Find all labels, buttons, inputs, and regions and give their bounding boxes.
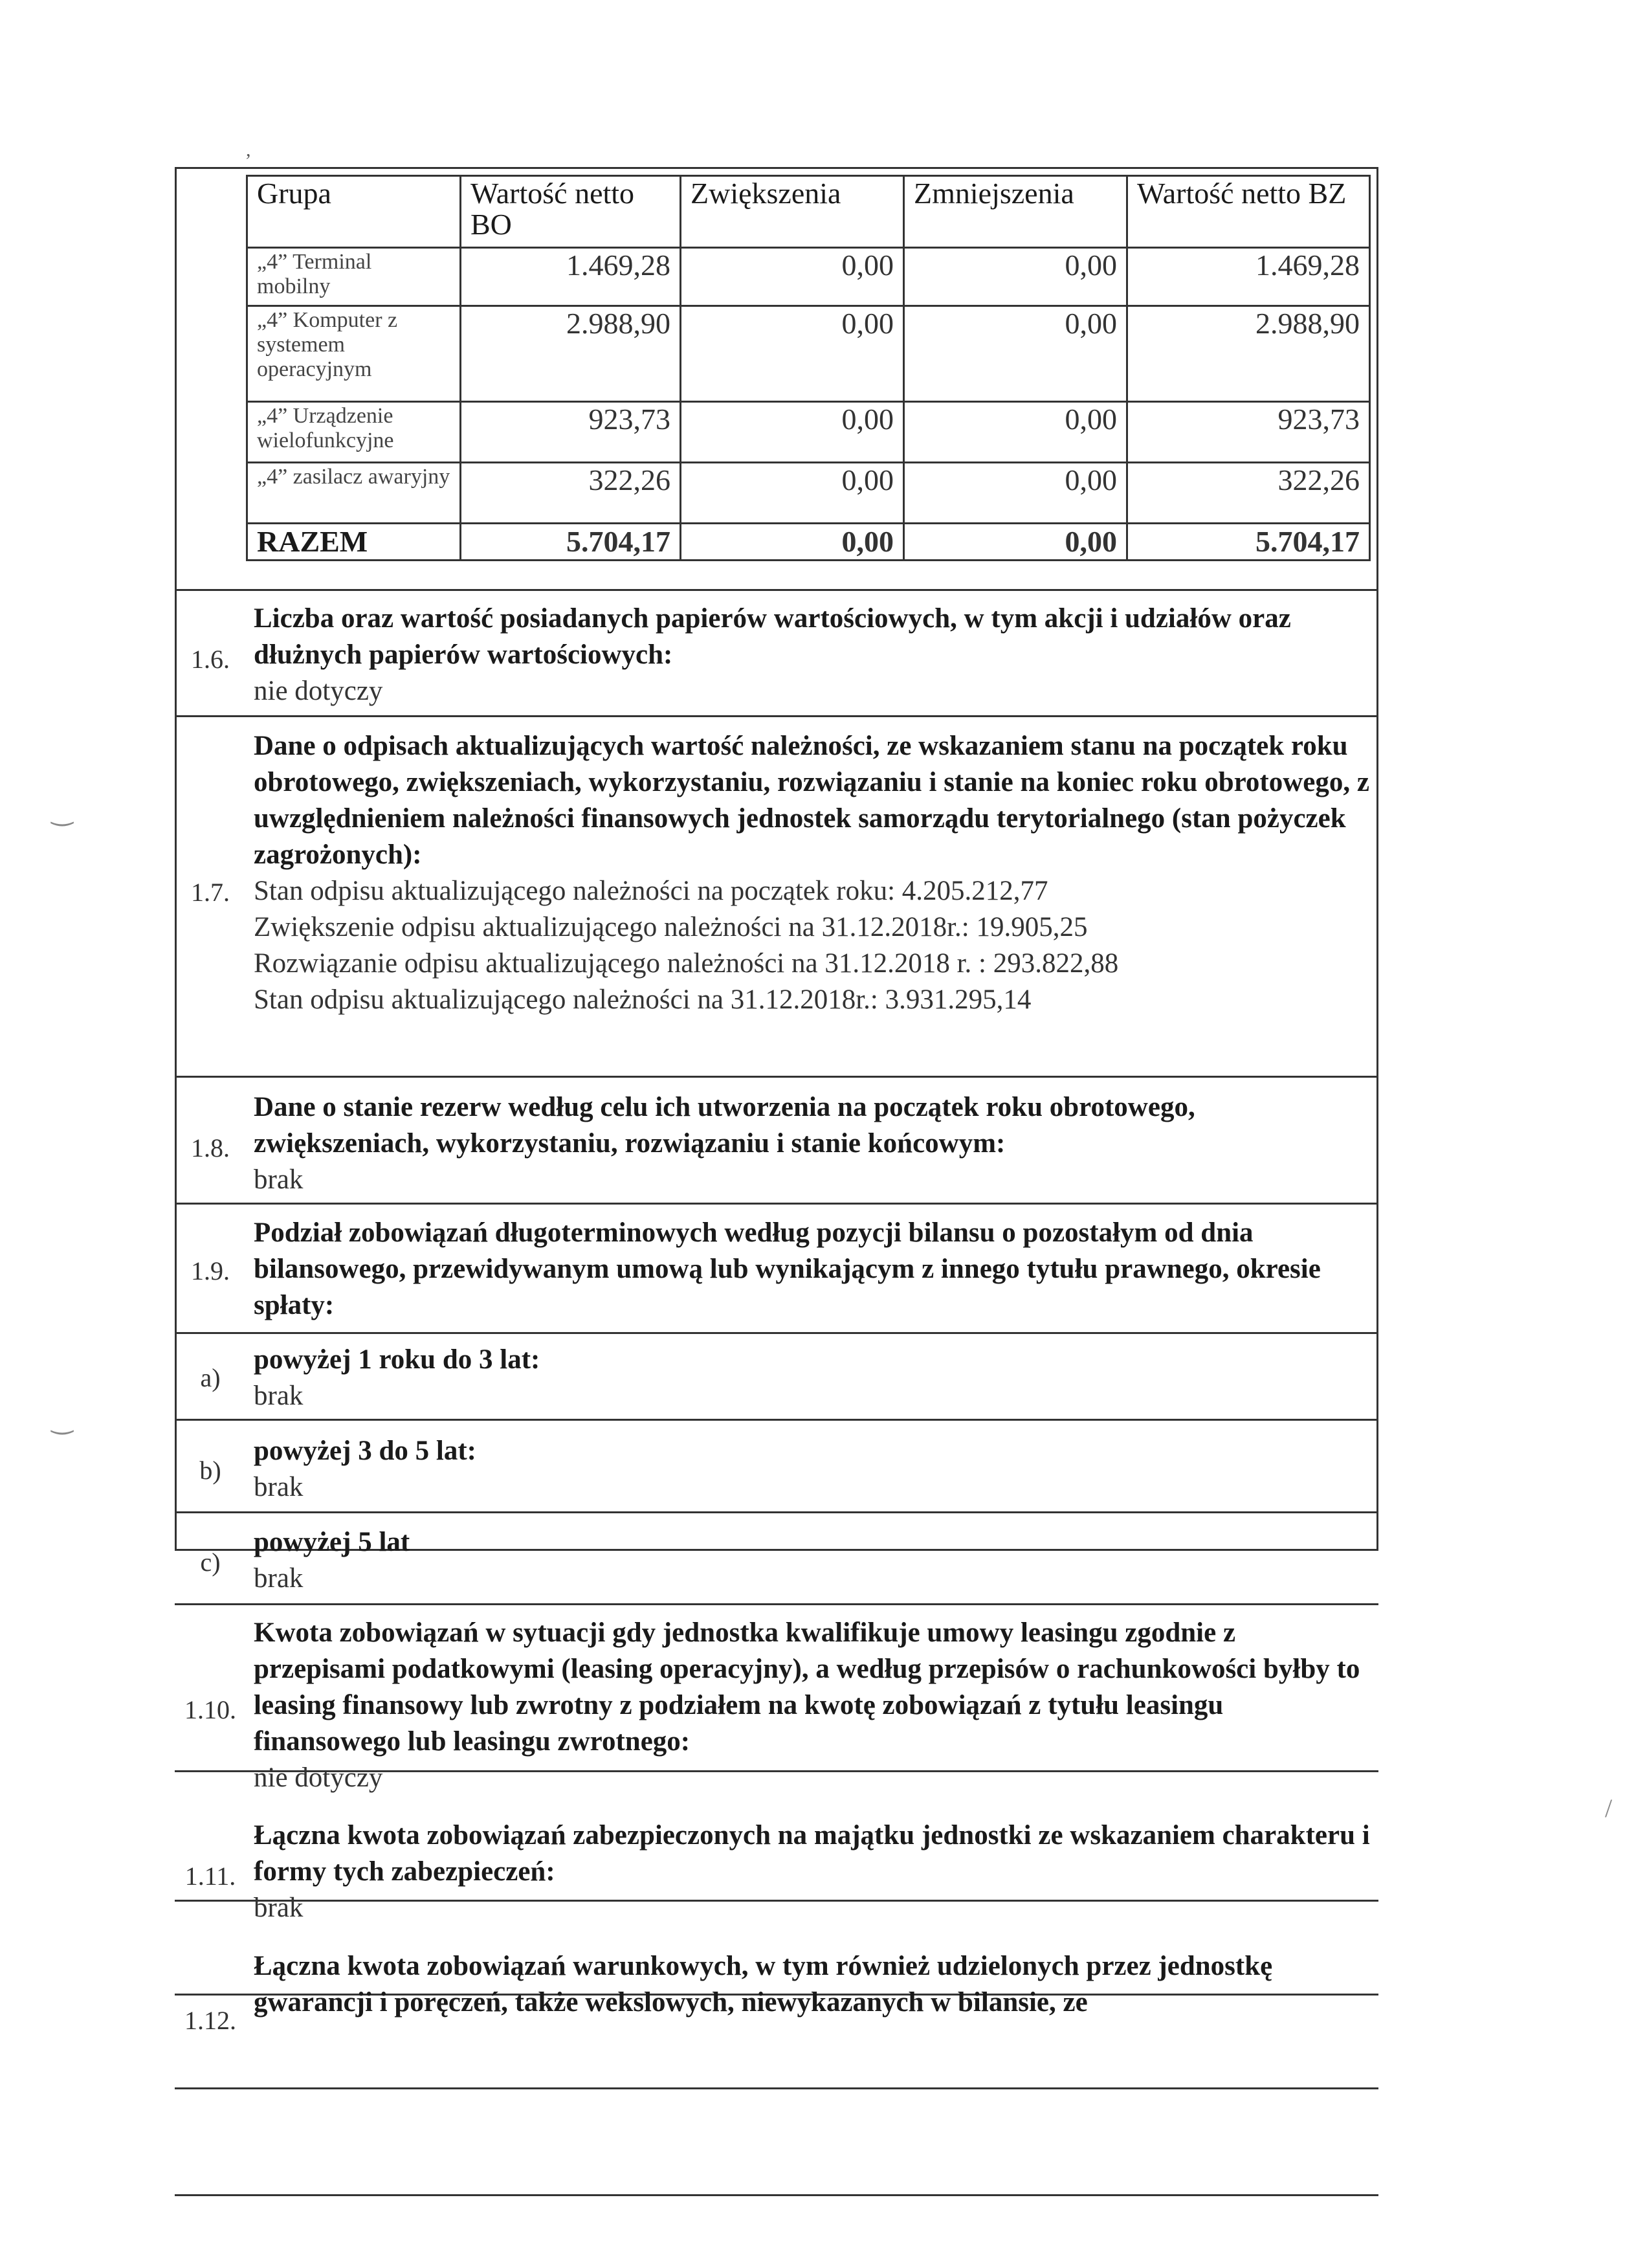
header-net-bz: Wartość netto BZ	[1127, 176, 1370, 248]
section-answer: nie dotyczy	[254, 676, 383, 706]
section-heading: Łączna kwota zobowiązań zabezpieczonych na majątku jednostki ze wskazaniem charakteru i formy tych zabezpieczeń:	[254, 1820, 1370, 1887]
row-divider	[175, 1203, 1378, 1205]
section-1-10	[254, 1615, 1373, 1796]
section-heading: Dane o odpisach aktualizujących wartość należności, ze wskazaniem stanu na początek roku obrotowego, zwiększeniach, wykorzystaniu, rozwiązaniu i stanie na koniec roku obrotowego, z uwzględnieniem należności finansowych jednostek samorządu terytorialnego (stan pożyczek zagrożonych):	[254, 731, 1369, 870]
section-number: 1.6.	[191, 645, 230, 674]
scan-mark: ‿	[52, 1405, 73, 1434]
row-divider	[175, 2194, 1378, 2196]
section-1-12	[254, 1948, 1373, 2021]
assets-table	[246, 175, 1371, 561]
row-inc: 0,00	[681, 248, 904, 306]
section-answer: brak	[254, 1164, 304, 1195]
row-name: „4” Terminal mobilny	[247, 248, 461, 306]
section-number: 1.8.	[191, 1133, 230, 1162]
section-1-9	[254, 1215, 1373, 1324]
section-1-9-c	[254, 1524, 1373, 1597]
header-group: Grupa	[247, 176, 461, 248]
row-inc: 0,00	[681, 306, 904, 402]
scan-mark: ,	[246, 139, 251, 161]
section-number: 1.12.	[184, 2006, 236, 2035]
row-divider	[175, 2087, 1378, 2089]
section-line: Stan odpisu aktualizującego należności na początek roku: 4.205.212,77	[254, 876, 1048, 906]
row-bo: 923,73	[461, 402, 681, 463]
header-net-bo: Wartość netto BO	[461, 176, 681, 248]
row-inc: 0,00	[681, 402, 904, 463]
total-label: RAZEM	[247, 524, 461, 561]
section-heading: powyżej 3 do 5 lat:	[254, 1436, 476, 1466]
section-1-8	[254, 1089, 1373, 1198]
scan-mark: ‿	[52, 797, 73, 826]
row-name: „4” zasilacz awaryjny	[247, 463, 461, 524]
section-number: 1.11.	[184, 1862, 236, 1891]
section-number: 1.9.	[191, 1256, 230, 1285]
section-1-6	[254, 601, 1373, 709]
row-bz: 1.469,28	[1127, 248, 1370, 306]
row-divider	[175, 1511, 1378, 1513]
row-divider	[175, 1076, 1378, 1078]
total-dec: 0,00	[904, 524, 1127, 561]
section-answer: brak	[254, 1893, 304, 1923]
section-number: b)	[199, 1456, 221, 1485]
section-1-11	[254, 1818, 1373, 1926]
table-row	[247, 248, 1370, 306]
row-name: „4” Komputer z systemem operacyjnym	[247, 306, 461, 402]
section-number: 1.7.	[191, 878, 230, 907]
row-name: „4” Urządzenie wielofunkcyjne	[247, 402, 461, 463]
section-1-7	[254, 728, 1373, 1018]
row-bo: 1.469,28	[461, 248, 681, 306]
row-dec: 0,00	[904, 248, 1127, 306]
section-heading: Podział zobowiązań długoterminowych według pozycji bilansu o pozostałym od dnia bilansowego, przewidywanym umową lub wynikającym z innego tytułu prawnego, okresie spłaty:	[254, 1217, 1321, 1320]
section-heading: Liczba oraz wartość posiadanych papierów wartościowych, w tym akcji i udziałów oraz dłużnych papierów wartościowych:	[254, 603, 1291, 670]
table-row	[247, 306, 1370, 402]
section-line: Rozwiązanie odpisu aktualizującego należności na 31.12.2018 r. : 293.822,88	[254, 948, 1119, 979]
table-total-row	[247, 524, 1370, 561]
section-1-9-b	[254, 1433, 1373, 1506]
row-inc: 0,00	[681, 463, 904, 524]
row-dec: 0,00	[904, 463, 1127, 524]
header-increases: Zwiększenia	[681, 176, 904, 248]
row-bz: 2.988,90	[1127, 306, 1370, 402]
section-answer: brak	[254, 1472, 304, 1502]
section-answer: nie dotyczy	[254, 1762, 383, 1793]
row-divider	[175, 715, 1378, 717]
section-number: 1.10.	[184, 1695, 236, 1724]
total-inc: 0,00	[681, 524, 904, 561]
row-divider	[175, 1332, 1378, 1334]
section-heading: powyżej 1 roku do 3 lat:	[254, 1344, 540, 1375]
section-line: Stan odpisu aktualizującego należności na 31.12.2018r.: 3.931.295,14	[254, 984, 1032, 1015]
section-heading: Łączna kwota zobowiązań warunkowych, w tym również udzielonych przez jednostkę gwarancji i poręczeń, także wekslowych, niewykazanych w bilansie, ze	[254, 1951, 1273, 2018]
section-answer: brak	[254, 1381, 304, 1411]
row-bo: 2.988,90	[461, 306, 681, 402]
row-bo: 322,26	[461, 463, 681, 524]
row-divider	[175, 1603, 1378, 1605]
section-1-9-a	[254, 1342, 1373, 1414]
section-line: Zwiększenie odpisu aktualizującego należności na 31.12.2018r.: 19.905,25	[254, 912, 1088, 942]
row-bz: 923,73	[1127, 402, 1370, 463]
table-row	[247, 463, 1370, 524]
total-bz: 5.704,17	[1127, 524, 1370, 561]
row-dec: 0,00	[904, 402, 1127, 463]
row-divider	[175, 1419, 1378, 1421]
section-number: c)	[200, 1548, 221, 1577]
section-heading: powyżej 5 lat	[254, 1527, 410, 1557]
row-dec: 0,00	[904, 306, 1127, 402]
table-row	[247, 402, 1370, 463]
row-bz: 322,26	[1127, 463, 1370, 524]
header-decreases: Zmniejszenia	[904, 176, 1127, 248]
section-heading: Kwota zobowiązań w sytuacji gdy jednostka kwalifikuje umowy leasingu zgodnie z przepisami podatkowymi (leasing operacyjny), a według przepisów o rachunkowości byłby to leasing finansowy lub zwrotny z podziałem na kwotę zobowiązań z tytułu leasingu finansowego lub leasingu zwrotnego:	[254, 1618, 1360, 1757]
scan-mark: /	[1605, 1794, 1613, 1823]
table-header-row	[247, 176, 1370, 248]
total-bo: 5.704,17	[461, 524, 681, 561]
section-answer: brak	[254, 1563, 304, 1594]
section-heading: Dane o stanie rezerw według celu ich utworzenia na początek roku obrotowego, zwiększeniach, wykorzystaniu, rozwiązaniu i stanie końcowym:	[254, 1092, 1195, 1159]
section-number: a)	[200, 1363, 221, 1392]
row-divider	[175, 589, 1378, 591]
